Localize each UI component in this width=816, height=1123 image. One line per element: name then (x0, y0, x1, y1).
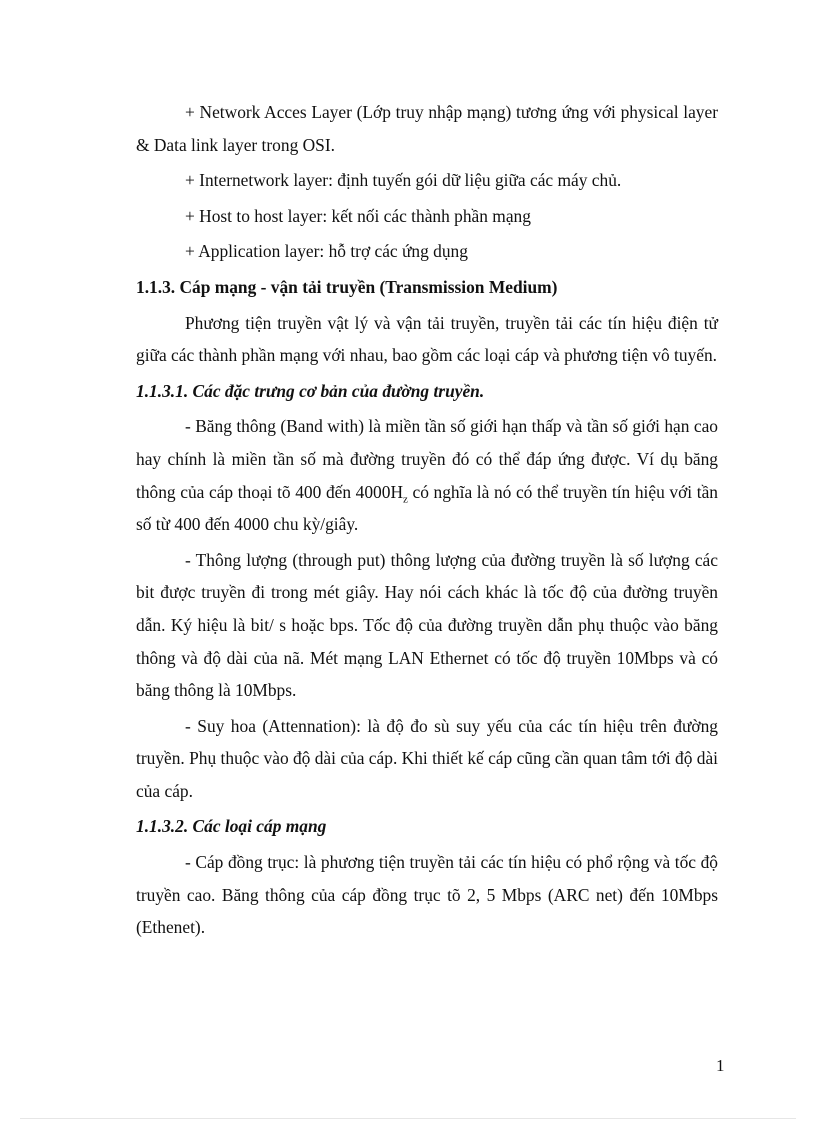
section-1-1-3-1-heading: 1.1.3.1. Các đặc trưng cơ bản của đường truyền. (136, 380, 485, 401)
page-bottom-divider (20, 1118, 796, 1119)
page-body (136, 96, 718, 947)
osi-layer-host-to-host: + Host to host layer: kết nối các thành phần mạng (185, 205, 531, 226)
attenuation-paragraph: - Suy hoa (Attennation): là độ đo sù suy yếu của các tín hiệu trên đường truyền. Phụ thuộc vào độ dài của cáp. Khi thiết kế cáp cũng cần quan tâm tới độ dài của cáp. (136, 715, 718, 801)
bandwidth-paragraph (136, 410, 718, 540)
osi-layer-application: + Application layer: hỗ trợ các ứng dụng (185, 241, 468, 262)
osi-layer-internetwork: + Internetwork layer: định tuyến gói dữ liệu giữa các máy chủ. (185, 170, 622, 191)
throughput-paragraph: - Thông lượng (through put) thông lượng của đường truyền là số lượng các bit được truyền đi trong mét giây. Hay nói cách khác là tốc độ của đường truyền dẫn. Ký hiệu là bit/ s hoặc bps. Tốc độ của đường truyền dẫn phụ thuộc vào băng thông và độ dài của nã. Mét mạng LAN Ethernet có tốc độ truyền 10Mbps và có băng thông là 10Mbps. (136, 549, 718, 701)
bandwidth-text-start: - Băng thông (Band with) là miền tần số giới hạn thấp và tần số giới hạn cao hay chính là miền tần số mà đường truyền đó có thể đáp ứng được. Ví dụ băng thông của cáp thoại tõ 400 đến 4000H (136, 416, 718, 502)
section-1-1-3-intro: Phương tiện truyền vật lý và vận tải truyền, truyền tải các tín hiệu điện tử giữa các thành phần mạng với nhau, bao gồm các loại cáp và phương tiện vô tuyến. (136, 312, 718, 366)
section-1-1-3-2-heading: 1.1.3.2. Các loại cáp mạng (136, 816, 327, 837)
page-number: 1 (716, 1056, 725, 1075)
bandwidth-text-end: có nghĩa là nó có thể truyền tín hiệu với tần số từ 400 đến 4000 chu kỳ/giây. (136, 481, 718, 535)
section-1-1-3-heading: 1.1.3. Cáp mạng - vận tải truyền (Transmission Medium) (136, 276, 558, 297)
hz-subscript: z (403, 493, 408, 505)
osi-layer-network-access: + Network Acces Layer (Lớp truy nhập mạng) tương ứng với physical layer & Data link layer trong OSI. (136, 102, 718, 155)
coaxial-cable-paragraph: - Cáp đồng trục: là phương tiện truyền tải các tín hiệu có phổ rộng và tốc độ truyền cao. Băng thông của cáp đồng trục tõ 2, 5 Mbps (ARC net) đến 10Mbps (Ethenet). (136, 852, 718, 938)
